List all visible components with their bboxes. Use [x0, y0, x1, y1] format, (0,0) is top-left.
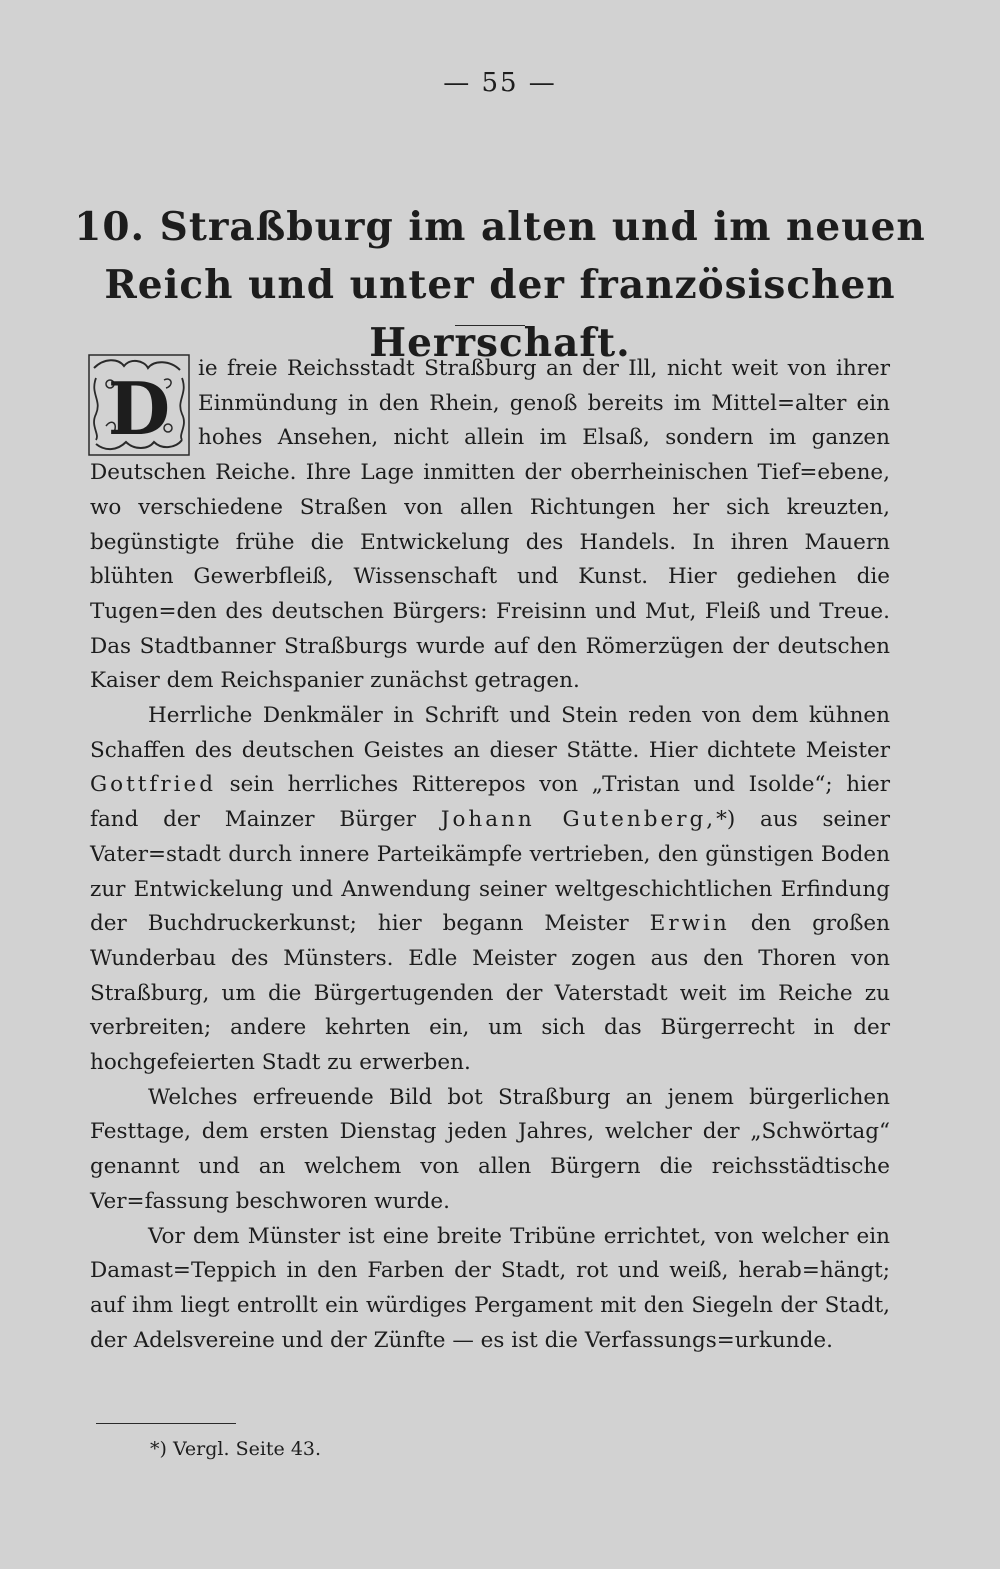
name-gutenberg: Johann Gutenberg, — [440, 807, 717, 833]
paragraph-1-text: ie freie Reichsstadt Straßburg an der Ill, nicht weit von ihrer Einmündung in den Rhein, genoß bereits im Mittel=alter ein hohes Ansehen, nicht allein im Elsaß, sondern im ganzen Deutschen Reiche. Ihre Lage inmitten der oberrheinischen Tief=ebene, wo verschiedene Straßen von allen Richtungen her sich kreuzten, begünstigte frühe die Entwickelung des Handels. In ihren Mauern blühten Gewerbfleiß, Wissenschaft und Kunst. Hier gediehen die Tugen=den des deutschen Bürgers: Freisinn und Mut, Fleiß und Treue. Das Stadtbanner Straßburgs wurde auf den Römerzügen der deutschen Kaiser dem Reichspanier zunächst getragen. — [90, 356, 890, 694]
paragraph-3: Welches erfreuende Bild bot Straßburg an jenem bürgerlichen Festtage, dem ersten Dienstag jeden Jahres, welcher der „Schwörtag“ genannt und an welchem von allen Bürgern die reichsstädtische Ver=fassung beschworen wurde. — [90, 1084, 890, 1214]
paragraph-2-text-b: sein herrliches Ritterepos von „Tristan und Isolde“; hier fand der Mainzer Bürger — [90, 772, 890, 833]
footnote-divider — [96, 1423, 236, 1424]
footnote: *) Vergl. Seite 43. — [150, 1438, 322, 1460]
name-erwin: Erwin — [649, 911, 730, 937]
dropcap-initial — [88, 354, 190, 456]
paragraph-2-text-c: *) aus seiner Vater=stadt durch innere Parteikämpfe vertrieben, den günstigen Boden zur Entwickelung und Anwendung seiner weltgeschichtlichen Erfindung der Buchdruckerkunst; hier begann Meister — [90, 807, 890, 937]
dropcap-letter: D — [107, 366, 171, 451]
paragraph-2-text-a: Herrliche Denkmäler in Schrift und Stein reden von dem kühnen Schaffen des deutschen Geistes an dieser Stätte. Hier dichtete Meister — [90, 703, 890, 763]
paragraph-1 — [90, 352, 890, 699]
paragraph-2-text-d: den großen Wunderbau des Münsters. Edle Meister zogen aus den Thoren von Straßburg, um die Bürgertugenden der Vaterstadt weit im Reiche zu verbreiten; andere kehrten ein, um sich das Bürgerrecht in der hochgefeierten Stadt zu erwerben. — [90, 911, 891, 1076]
body-text — [90, 352, 890, 1358]
chapter-title: 10. Straßburg im alten und im neuen Reich und unter der französischen Herrschaft. — [74, 204, 926, 366]
title-divider — [455, 325, 525, 326]
paragraph-4: Vor dem Münster ist eine breite Tribüne errichtet, von welcher ein Damast=Teppich in den Farben der Stadt, rot und weiß, herab=hängt; auf ihm liegt entrollt ein würdiges Pergament mit den Siegeln der Stadt, der Adelsvereine und der Zünfte — es ist die Verfassungs=urkunde. — [90, 1223, 890, 1353]
page-number: — 55 — — [443, 68, 557, 98]
paragraph-2 — [90, 699, 890, 1081]
name-gottfried: Gottfried — [90, 772, 216, 798]
ornate-initial-icon — [88, 354, 190, 456]
